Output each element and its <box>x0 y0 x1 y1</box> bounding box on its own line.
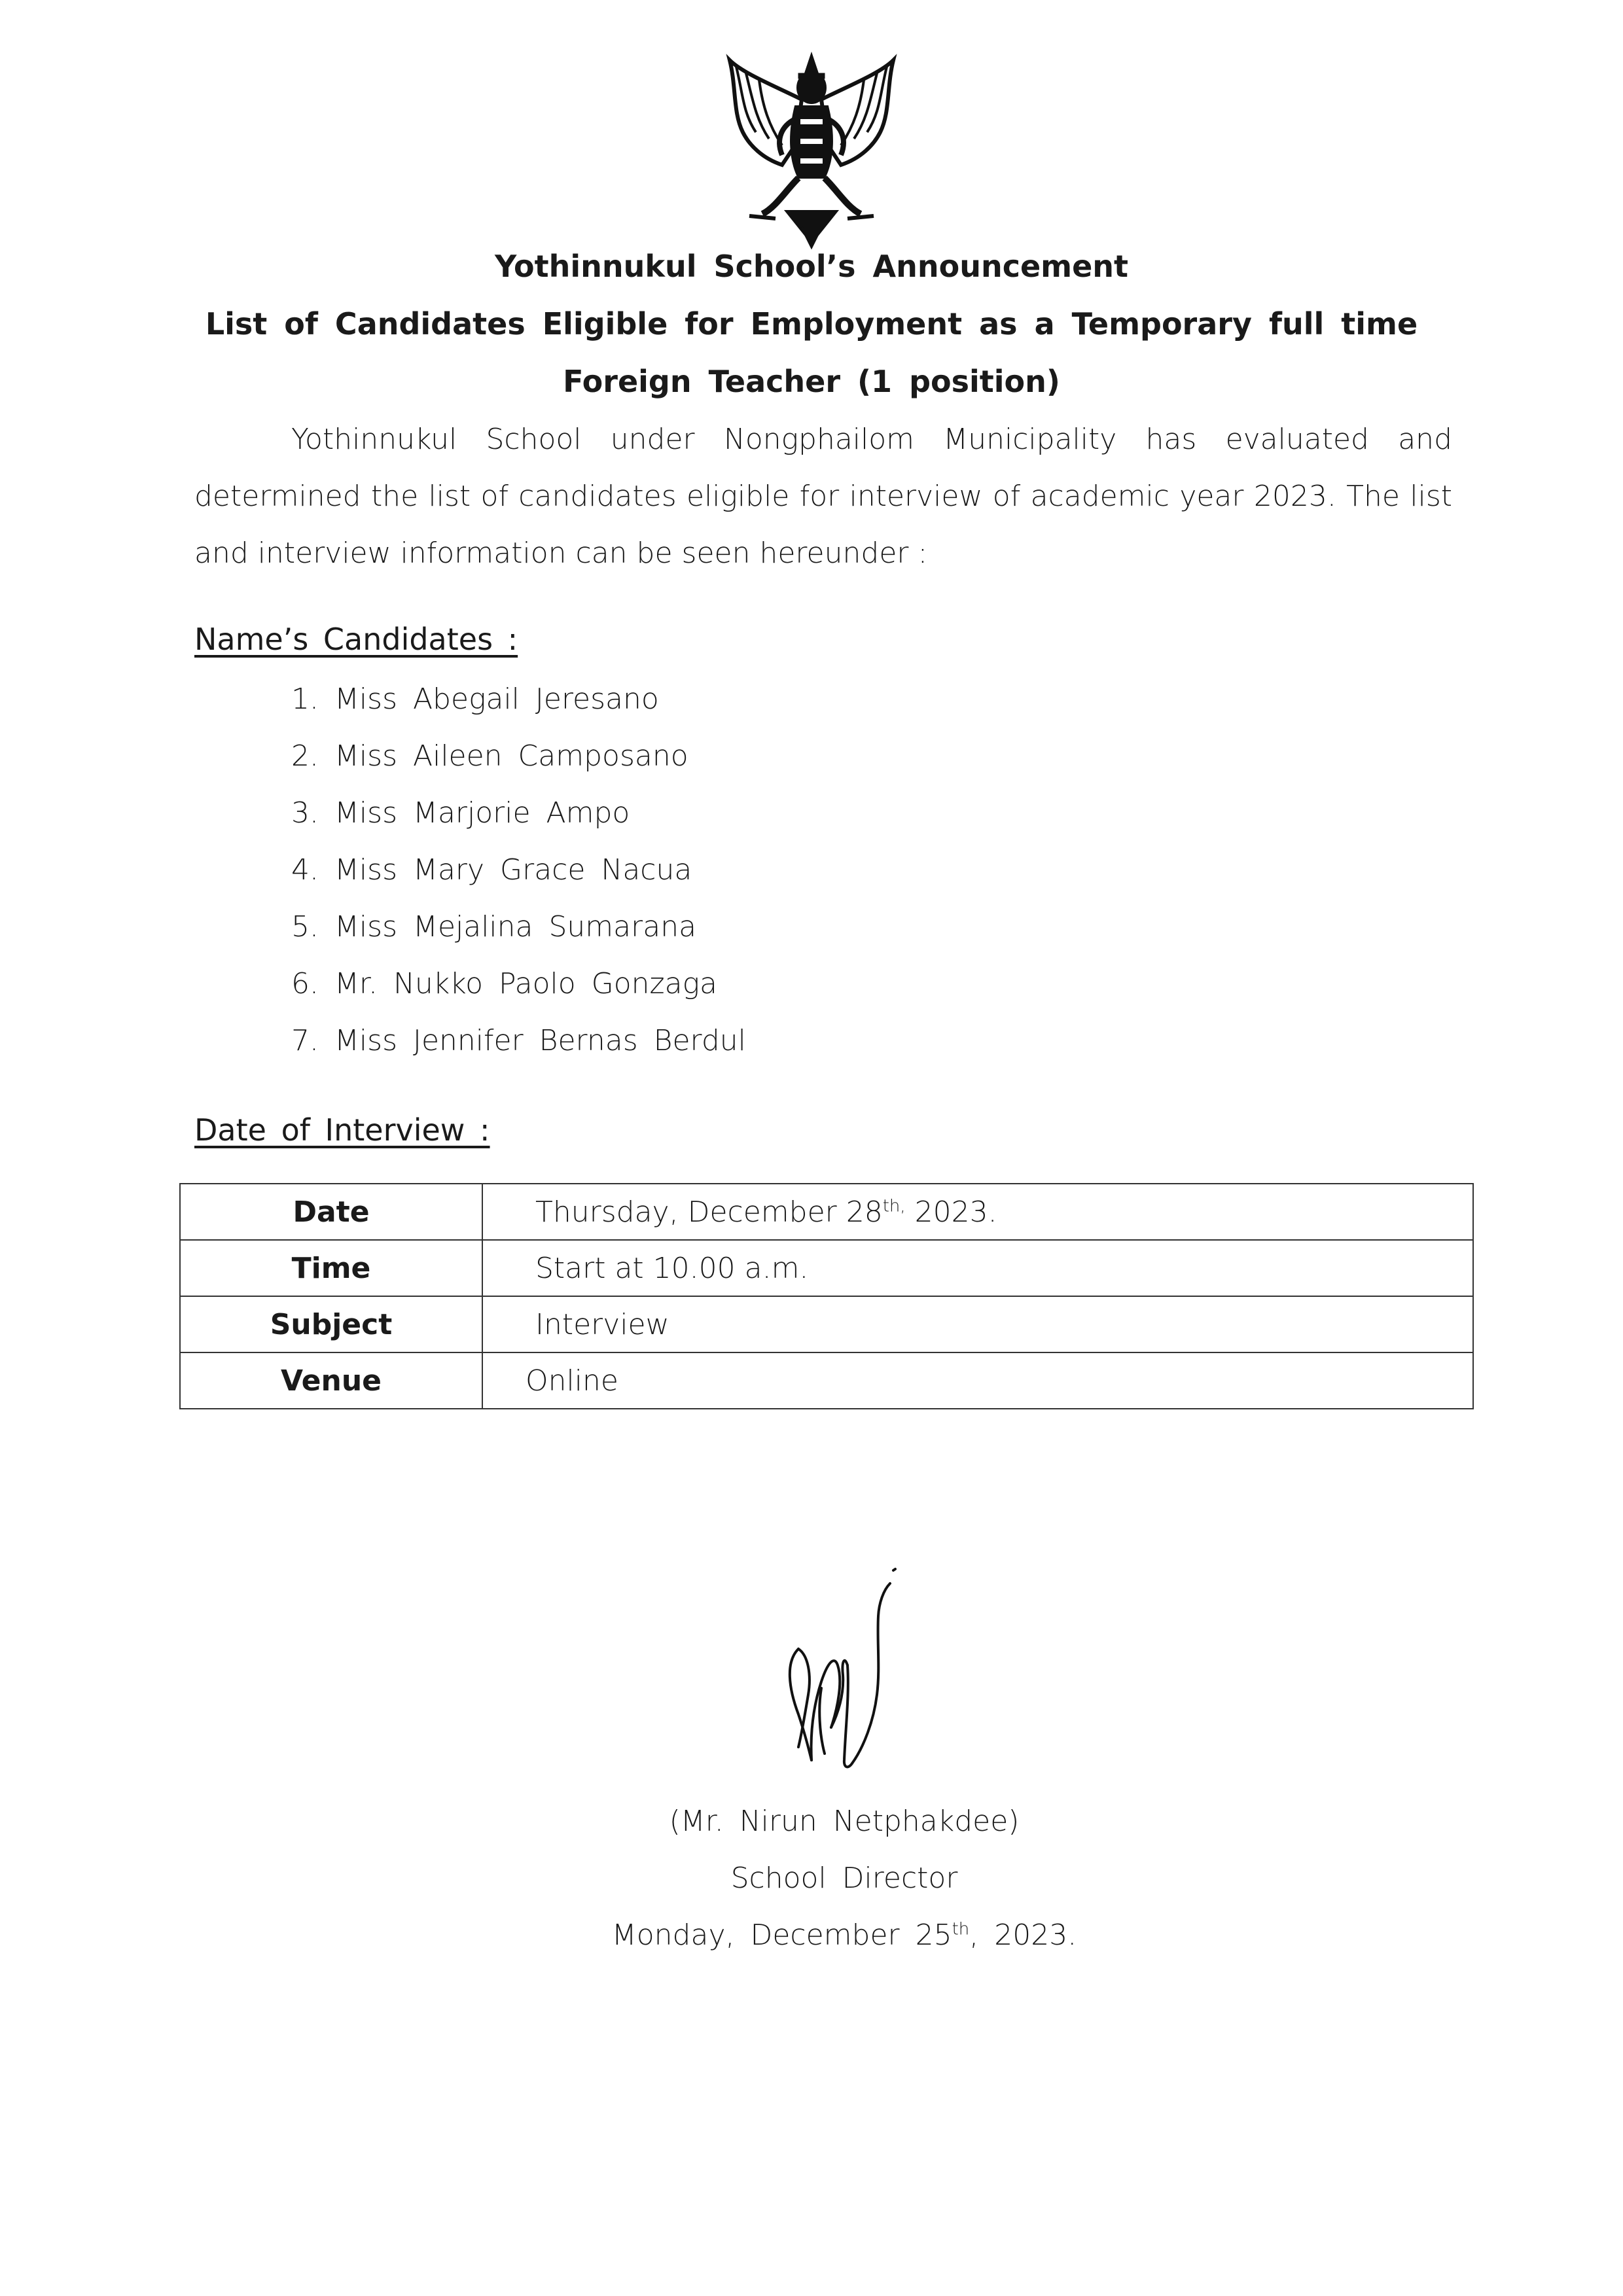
table-row <box>180 1296 1473 1352</box>
list-item: 3. Miss Marjorie Ampo <box>291 796 630 830</box>
list-item: 6. Mr. Nukko Paolo Gonzaga <box>291 967 717 1000</box>
intro-text: Yothinnukul School under Nongphailom Municipality has evaluated and determined the list of candidates eligible for interview of academic year 2023. The list and interview information can be seen hereunder : <box>194 423 1452 570</box>
table-row <box>180 1184 1473 1240</box>
time-value: Start at 10.00 a.m. <box>482 1240 1473 1296</box>
time-label: Time <box>180 1240 482 1296</box>
venue-value: Online <box>482 1352 1473 1409</box>
signature-date-text: Monday, December 25 <box>611 1918 952 1952</box>
date-value-suffix: th, <box>882 1195 906 1216</box>
table-row <box>180 1352 1473 1409</box>
document-title-line-2: Foreign Teacher (1 position) <box>563 364 1060 399</box>
list-item: 5. Miss Mejalina Sumarana <box>291 910 697 944</box>
candidates-heading: Name’s Candidates : <box>194 622 518 657</box>
venue-label: Venue <box>180 1352 482 1409</box>
list-item: 1. Miss Abegail Jeresano <box>291 682 659 716</box>
date-value <box>482 1184 1473 1240</box>
document-title-line-1: List of Candidates Eligible for Employment as a Temporary full time <box>205 306 1418 342</box>
signature-date <box>0 1918 1623 1952</box>
interview-heading: Date of Interview : <box>194 1112 490 1148</box>
signature-image <box>772 1551 916 1793</box>
list-item: 4. Miss Mary Grace Nacua <box>291 853 692 887</box>
signature-date-suffix: th <box>952 1919 970 1939</box>
subject-value: Interview <box>482 1296 1473 1352</box>
school-announcement-title: Yothinnukul School’s Announcement <box>494 249 1129 284</box>
signatory-position: School Director <box>730 1862 958 1895</box>
list-item: 2. Miss Aileen Camposano <box>291 739 688 773</box>
table-row <box>180 1240 1473 1296</box>
date-value-text: Thursday, December 28 <box>535 1195 883 1229</box>
candidate-list <box>291 671 746 1069</box>
subject-label: Subject <box>180 1296 482 1352</box>
signatory-name: (Mr. Nirun Netphakdee) <box>669 1805 1020 1838</box>
date-value-year: 2023. <box>905 1195 997 1229</box>
intro-paragraph <box>194 411 1452 582</box>
list-item: 7. Miss Jennifer Bernas Berdul <box>291 1024 746 1057</box>
garuda-emblem-icon <box>723 47 900 251</box>
date-label: Date <box>180 1184 482 1240</box>
signature-date-year: , 2023. <box>969 1918 1077 1952</box>
interview-table <box>179 1183 1474 1409</box>
